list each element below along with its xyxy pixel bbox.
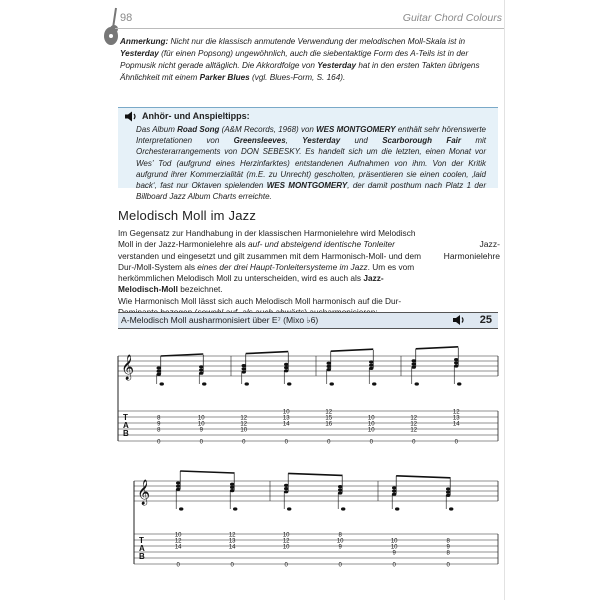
- bass-notehead: [287, 382, 291, 385]
- tab-fret-number: 0: [284, 562, 288, 569]
- tab-fret-number: 12: [282, 538, 290, 545]
- tab-fret-number: 9: [338, 544, 342, 551]
- tips-title: Anhör- und Anspieltipps:: [142, 111, 250, 121]
- notehead: [327, 362, 331, 365]
- notehead: [176, 488, 180, 491]
- notehead: [199, 372, 203, 375]
- tab-fret-number: 0: [176, 562, 180, 569]
- music-score: [100, 0, 504, 600]
- tab-fret-number: 10: [174, 532, 182, 539]
- bass-notehead: [233, 507, 237, 510]
- note-beam: [416, 347, 459, 349]
- tab-fret-number: 10: [336, 538, 344, 545]
- tab-fret-number: 12: [410, 421, 418, 428]
- treble-clef: 𝄞: [121, 355, 135, 380]
- bass-notehead: [160, 382, 164, 385]
- tab-fret-number: 15: [325, 415, 333, 422]
- body-run: Wie Harmonisch Moll lässt sich auch Melodisch Moll harmonisch auf die Dur-: [118, 295, 402, 306]
- tips-run: , der damit posthum nach Platz 1 der Billboard Jazz Album Charts erreichte.: [136, 181, 486, 202]
- notehead: [157, 366, 161, 369]
- example-title: A-Melodisch Moll ausharmonisiert über E⁷ (Mixo ♭6): [121, 315, 319, 325]
- body-run: . Um es vom herkömmlichen Melodisch Moll zu unterscheiden, wird es auch als: [118, 261, 415, 284]
- notehead: [230, 489, 234, 492]
- tab-fret-number: 9: [446, 544, 450, 551]
- tab-fret-number: 14: [282, 421, 290, 428]
- note-beam: [246, 352, 289, 354]
- notehead: [338, 488, 342, 491]
- notehead: [392, 493, 396, 496]
- tab-fret-number: 9: [199, 427, 203, 434]
- tab-fret-number: 8: [157, 427, 161, 434]
- tab-fret-number: 12: [410, 427, 418, 434]
- tab-fret-number: 12: [174, 538, 182, 545]
- notehead: [412, 359, 416, 362]
- tips-bold: WES MONTGOMERY: [266, 181, 348, 191]
- tab-fret-number: 10: [282, 544, 290, 551]
- tab-fret-number: 12: [228, 532, 236, 539]
- body-bold: Jazz-Melodisch-Moll: [118, 273, 384, 295]
- remark-text: (vgl. Blues-Form, S. 164).: [249, 73, 346, 82]
- tab-fret-number: 0: [284, 439, 288, 446]
- treble-clef: 𝄞: [137, 480, 151, 505]
- notehead: [369, 367, 373, 370]
- remark-bold: Yesterday: [317, 61, 357, 70]
- notehead: [284, 490, 288, 493]
- notehead: [454, 361, 458, 364]
- notehead: [454, 358, 458, 361]
- tab-fret-number: 13: [282, 415, 290, 422]
- notehead: [412, 362, 416, 365]
- tab-fret-number: 0: [230, 562, 234, 569]
- tips-run: ,: [285, 136, 303, 146]
- tab-fret-number: 10: [390, 538, 398, 545]
- notehead: [327, 368, 331, 371]
- tab-fret-number: 10: [197, 421, 205, 428]
- tab-fret-number: 0: [454, 439, 458, 446]
- tips-run: Das Album: [136, 125, 178, 134]
- tab-fret-number: 16: [325, 421, 333, 428]
- notehead: [242, 364, 246, 367]
- note-beam: [396, 476, 450, 478]
- tab-fret-number: 13: [228, 538, 236, 545]
- notehead: [157, 370, 161, 373]
- tips-run: mit Orchesterarrangements von DON SEBESKY. Es handelt sich um die letzten, einen Monat vor Wes’ Tod (aufgrund eines Herzinfarktes) entstandenen Aufnahmen von ihm. Von der Kritik aufgrund ihrer Kommerzialität (m.E. zu Unrecht) gescholten, präsentieren sie einen coolen, ‚laid back‘, fast nur Oktaven spielenden: [136, 136, 486, 191]
- notehead: [199, 365, 203, 368]
- remark-label: Anmerkung:: [120, 37, 169, 46]
- notehead: [446, 494, 450, 497]
- notehead: [284, 363, 288, 366]
- notehead: [369, 360, 373, 363]
- notehead: [392, 486, 396, 489]
- tab-fret-number: 10: [282, 409, 290, 416]
- notehead: [412, 366, 416, 369]
- note-beam: [331, 349, 374, 351]
- body-run: Im Gegensatz zur Handhabung in der klassischen Harmonielehre wird Melodisch Moll in der Jazz-Harmonielehre als: [118, 228, 416, 250]
- body-run: bezeichnet.: [177, 284, 223, 295]
- tips-run: (A&M Records, 1968) von: [219, 125, 317, 134]
- tab-fret-number: 8: [446, 538, 450, 545]
- tab-fret-number: 9: [392, 550, 396, 557]
- tab-clef-letter: T: [139, 536, 144, 545]
- notehead: [338, 491, 342, 494]
- margin-label: Jazz-Harmonielehre: [443, 239, 500, 261]
- tips-run: enthält sehr hörenswerte Interpretationen von: [136, 125, 487, 146]
- tab-fret-number: 12: [410, 415, 418, 422]
- tab-fret-number: 9: [157, 421, 161, 428]
- bass-notehead: [341, 507, 345, 510]
- tab-fret-number: 0: [199, 439, 203, 446]
- body-italic: auf- und absteigend identische Tonleiter: [248, 239, 395, 250]
- notehead: [392, 489, 396, 492]
- tips-bold: Road Song: [177, 125, 220, 134]
- notehead: [446, 487, 450, 490]
- tab-fret-number: 0: [412, 439, 416, 446]
- notehead: [338, 485, 342, 488]
- tab-fret-number: 12: [452, 409, 460, 416]
- book-page: [100, 0, 505, 600]
- tips-bold: WES MONTGOMERY: [316, 125, 396, 134]
- tab-fret-number: 8: [157, 415, 161, 422]
- bass-notehead: [179, 507, 183, 510]
- tab-fret-number: 10: [197, 415, 205, 422]
- notehead: [454, 364, 458, 367]
- remark-bold: Parker Blues: [199, 73, 250, 82]
- tab-fret-number: 12: [325, 409, 333, 416]
- bass-notehead: [202, 382, 206, 385]
- bass-notehead: [245, 382, 249, 385]
- remark-text: Nicht nur die klassisch anmutende Verwendung der melodischen Moll-Skala ist in: [168, 37, 466, 46]
- tab-fret-number: 13: [452, 415, 460, 422]
- notehead: [446, 491, 450, 494]
- bass-notehead: [395, 507, 399, 510]
- tab-fret-number: 0: [338, 562, 342, 569]
- tips-run: und: [340, 136, 383, 146]
- tab-fret-number: 10: [367, 427, 375, 434]
- tab-fret-number: 0: [327, 439, 331, 446]
- tab-clef-letter: A: [123, 421, 129, 430]
- tab-fret-number: 0: [157, 439, 161, 446]
- tab-fret-number: 10: [240, 427, 248, 434]
- bass-notehead: [449, 507, 453, 510]
- tab-fret-number: 14: [452, 421, 460, 428]
- running-header: Guitar Chord Colours: [402, 12, 502, 24]
- notehead: [369, 364, 373, 367]
- tab-fret-number: 10: [367, 421, 375, 428]
- notehead: [284, 366, 288, 369]
- tab-clef-letter: T: [123, 413, 128, 422]
- notehead: [176, 485, 180, 488]
- note-beam: [180, 471, 234, 473]
- tab-fret-number: 14: [174, 544, 182, 551]
- notehead: [284, 487, 288, 490]
- section-heading: Melodisch Moll im Jazz: [118, 208, 257, 223]
- remark-text: hat in den ersten Takten übrigens Ähnlichkeit mit einem: [120, 61, 480, 82]
- notehead: [284, 484, 288, 487]
- tab-fret-number: 12: [240, 415, 248, 422]
- bass-notehead: [372, 382, 376, 385]
- tab-clef-letter: A: [139, 544, 145, 553]
- tab-fret-number: 10: [390, 544, 398, 551]
- tab-clef-letter: B: [139, 552, 145, 561]
- bass-notehead: [330, 382, 334, 385]
- tab-fret-number: 8: [338, 532, 342, 539]
- notehead: [176, 481, 180, 484]
- remark-bold: Yesterday: [120, 49, 159, 58]
- tab-fret-number: 0: [242, 439, 246, 446]
- tab-fret-number: 0: [446, 562, 450, 569]
- body-italic: eines der drei Haupt-Tonleitersysteme im Jazz: [197, 261, 368, 272]
- tab-fret-number: 14: [228, 544, 236, 551]
- tips-bold: Scarborough Fair: [382, 136, 461, 146]
- bass-notehead: [415, 382, 419, 385]
- bass-notehead: [287, 507, 291, 510]
- tab-fret-number: 8: [446, 550, 450, 557]
- page-number: 98: [120, 12, 133, 24]
- remark-text: (für einen Popsong) ungewöhnlich, auch die siebentaktige Form des A-Teils ist in der Popmusik nicht gerade alltäglich. Die Akkordfolge von: [120, 49, 469, 70]
- notehead: [230, 483, 234, 486]
- notehead: [199, 368, 203, 371]
- tips-bold: Yesterday: [302, 136, 341, 146]
- tab-fret-number: 10: [282, 532, 290, 539]
- body-run: verstanden und eingesetzt und gilt zusammen mit dem Harmonisch-Moll- und dem Dur-/Moll-System als: [118, 250, 421, 272]
- tab-fret-number: 12: [240, 421, 248, 428]
- tab-fret-number: 0: [369, 439, 373, 446]
- tab-fret-number: 0: [392, 562, 396, 569]
- notehead: [284, 369, 288, 372]
- tips-bold: Greensleeves: [233, 136, 286, 146]
- notehead: [242, 367, 246, 370]
- notehead: [230, 486, 234, 489]
- notehead: [242, 370, 246, 373]
- tab-clef-letter: B: [123, 429, 129, 438]
- notehead: [157, 373, 161, 376]
- bass-notehead: [457, 382, 461, 385]
- tab-fret-number: 10: [367, 415, 375, 422]
- track-number: 25: [479, 314, 492, 326]
- notehead: [327, 365, 331, 368]
- note-beam: [288, 473, 342, 475]
